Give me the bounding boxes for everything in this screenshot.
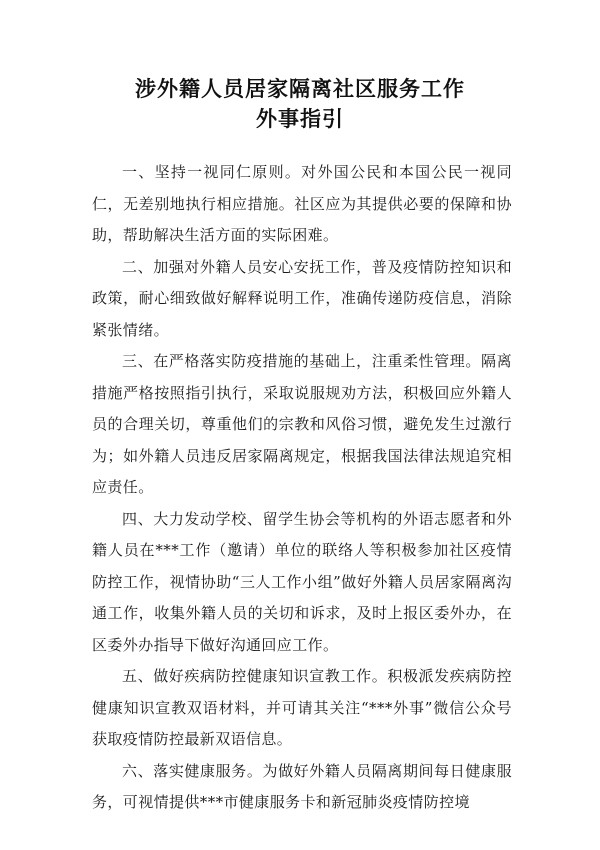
paragraph-4: 四、大力发动学校、留学生协会等机构的外语志愿者和外籍人员在***工作（邀请）单位的联络人等积极参加社区疫情防控工作，视情协助“三人工作小组”做好外籍人员居家隔离沟通工作，收集外籍人员的关切和诉求，及时上报区委外办，在区委外办指导下做好沟通回应工作。 bbox=[92, 509, 512, 654]
paragraph-3: 三、在严格落实防疫措施的基础上，注重柔性管理。隔离措施严格按照指引执行，采取说服规劝方法，积极回应外籍人员的合理关切，尊重他们的宗教和风俗习惯，避免发生过激行为；如外籍人员违反居家隔离规定，根据我国法律法规追究相应责任。 bbox=[92, 352, 512, 496]
document-body bbox=[92, 157, 512, 819]
paragraph-5: 五、做好疾病防控健康知识宣教工作。积极派发疾病防控健康知识宣教双语材料，并可请其关注“***外事”微信公众号获取疫情防控最新双语信息。 bbox=[92, 667, 512, 748]
title-line-2: 外事指引 bbox=[256, 107, 344, 131]
paragraph-2: 二、加强对外籍人员安心安抚工作，普及疫情防控知识和政策，耐心细致做好解释说明工作，准确传递防疫信息，消除紧张情绪。 bbox=[92, 257, 512, 339]
document-title bbox=[0, 74, 600, 134]
title-line-1: 涉外籍人员居家隔离社区服务工作 bbox=[135, 77, 465, 101]
paragraph-6: 六、落实健康服务。为做好外籍人员隔离期间每日健康服务，可视情提供***市健康服务卡和新冠肺炎疫情防控境 bbox=[92, 761, 512, 811]
paragraph-1: 一、坚持一视同仁原则。对外国公民和本国公民一视同仁，无差别地执行相应措施。社区应为其提供必要的保障和协助，帮助解决生活方面的实际困难。 bbox=[92, 163, 512, 244]
